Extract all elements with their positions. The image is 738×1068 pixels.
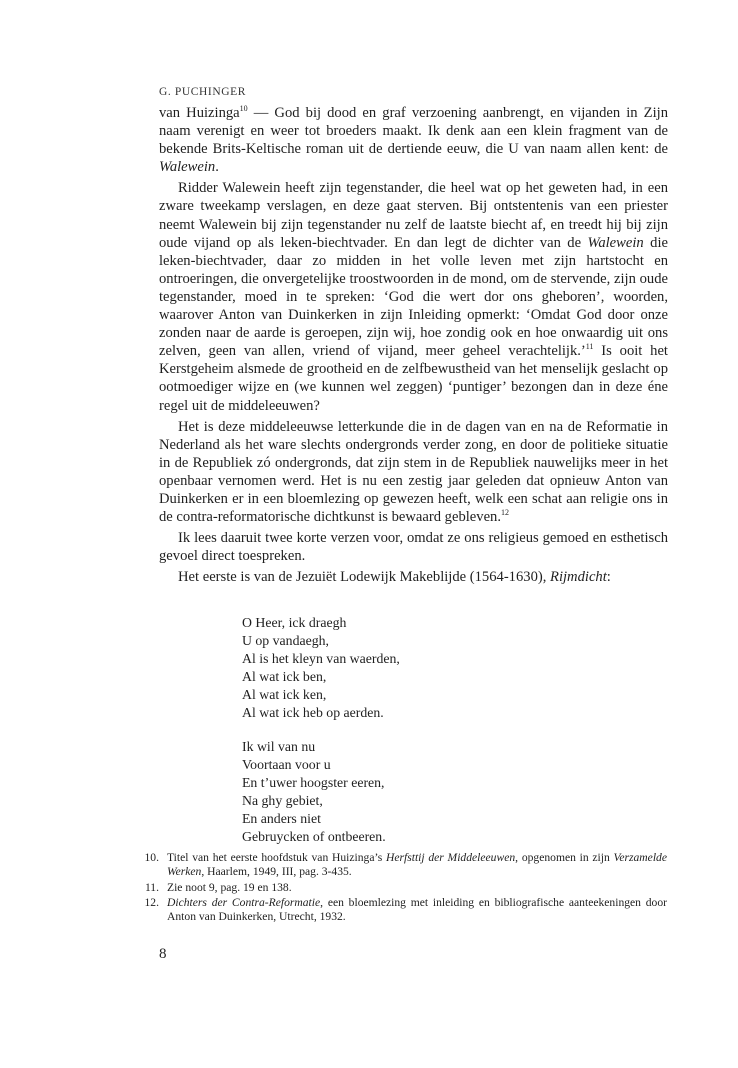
footnote-ref-12: 12 [501,508,510,518]
footnote-10 [137,851,667,880]
p1-end: . [215,159,219,176]
fn10-text-c: , Haarlem, 1949, III, pag. 3-435. [201,865,352,879]
footnote-ref-11: 11 [585,342,594,352]
footnote-text [167,851,667,880]
paragraph-2 [159,179,668,414]
poem-line: Al is het kleyn van waerden, [242,650,400,666]
p2-text-a: Ridder Walewein heeft zijn tegenstander, die heel wat op het geweten had, in een zware tweekamp verslagen, en deze gaat sterven. Bij ontstentenis van een priester neemt Walewein bij zijn tegenstander nu zelf de laatste biecht af, en treedt hij bij zijn oude vijand op als leken-biechtvader. En dan legt de dichter van de [159,180,668,251]
paragraph-4: Ik lees daaruit twee korte verzen voor, omdat ze ons religieus gemoed en esthetisch gevoel direct toespreken. [159,530,668,565]
poem [242,614,400,846]
footnote-number: 10. [144,851,159,864]
footnote-number: 12. [144,895,159,909]
fn12-title: Dichters der Contra-Reformatie [167,895,321,909]
p5-title-rijmdicht: Rijmdicht [550,569,607,586]
p1-text-b: — God bij dood en graf verzoening aanbrengt, en vijanden in Zijn naam verenigt en weer tot broeders maakt. Ik denk aan een klein fragment van de bekende Brits-Keltische roman uit de dertiende eeuw, die U van naam allen kent: de [159,105,668,158]
poem-line: Voortaan voor u [242,757,331,773]
footnote-number: 11. [144,880,159,894]
poem-line: En anders niet [242,811,321,827]
p2-title-walewein: Walewein [587,234,644,251]
fn12-text: , een bloemlezing met inleiding en bibliografische aanteekeningen door Anton van Duinkerken, Utrecht, 1932. [167,895,667,924]
stanza-1 [242,614,400,721]
footnote-12 [137,896,667,925]
fn10-text-b: , opgenomen in zijn [515,851,614,864]
poem-line: U op vandaegh, [242,632,329,648]
stanza-2 [242,738,400,845]
footnote-11 [137,881,667,895]
p1-title-walewein: Walewein [159,159,216,176]
poem-line: Ik wil van nu [242,739,316,755]
poem-line: O Heer, ick draegh [242,615,347,630]
p1-text-a: van Huizinga [159,105,240,121]
poem-line: Al wat ick ben, [242,668,327,684]
p5-end: : [606,569,611,586]
p2-text-c: Is ooit het Kerstgeheim alsmede de grootheid en de zelfbewustheid van het menselijk geslacht op ootmoediger wijze en (we kunnen wel zeggen) ‘puntiger’ bezongen dan in deze éne regel uit de middeleeuwen? [159,343,668,414]
paragraph-3 [159,418,668,527]
poem-line: Al wat ick heb op aerden. [242,704,384,720]
footnote-text: Zie noot 9, pag. 19 en 138. [167,880,292,894]
footnote-ref-10: 10 [239,104,248,113]
p3-text: Het is deze middeleeuwse letterkunde die in de dagen van en na de Reformatie in Nederland als het ware slechts ondergronds verder zong, en door de politieke situatie in de Republiek zó ondergronds, dat zijn stem in de Republiek nauwelijks meer in het openbaar vernomen werd. Het is nu een zestig jaar geleden dat opnieuw Anton van Duinkerken er in een bloemlezing op gewezen heeft, welk een schat aan religie ons in de contra-reformatorische dichtkunst is bewaard gebleven. [159,418,668,526]
p2-text-b: die leken-biechtvader, daar zo midden in het volle leven met zijn hartstocht en ontroeringen, die onvergetelijke troostwoorden in de mond, om de stervende, zijn oude tegenstander, moed in te spreken: ‘God die wert dor ons gheboren’, woorden, waarover Anton van Duinkerken in zijn Inleiding opmerkt: ‘Omdat God door onze zonden naar de aarde is geroepen, zijn wij, hoe zondig ook en hoe onwaardig uit ons zelven, geen van allen, vriend of vijand, meer geheel verachtelijk.’ [159,234,668,360]
poem-line: Al wat ick ken, [242,686,327,702]
page-number: 8 [159,946,167,962]
fn10-title-2: Verzamelde Werken [167,851,667,879]
poem-line: Gebruycken of ontbeeren. [242,828,386,844]
fn10-text-a: Titel van het eerste hoofdstuk van Huizinga’s [167,851,386,864]
paragraph-1 [159,104,668,176]
p5-text: Het eerste is van de Jezuiët Lodewijk Makeblijde (1564-1630), [178,569,551,586]
poem-line: Na ghy gebiet, [242,793,323,809]
footnote-text [167,896,667,925]
poem-line: En t’uwer hoogster eeren, [242,775,385,791]
running-head: G. PUCHINGER [159,86,247,98]
footnotes [137,851,667,925]
fn10-title: Herfsttij der Middeleeuwen [385,851,516,864]
paragraph-5 [159,568,668,586]
main-text [159,104,668,586]
